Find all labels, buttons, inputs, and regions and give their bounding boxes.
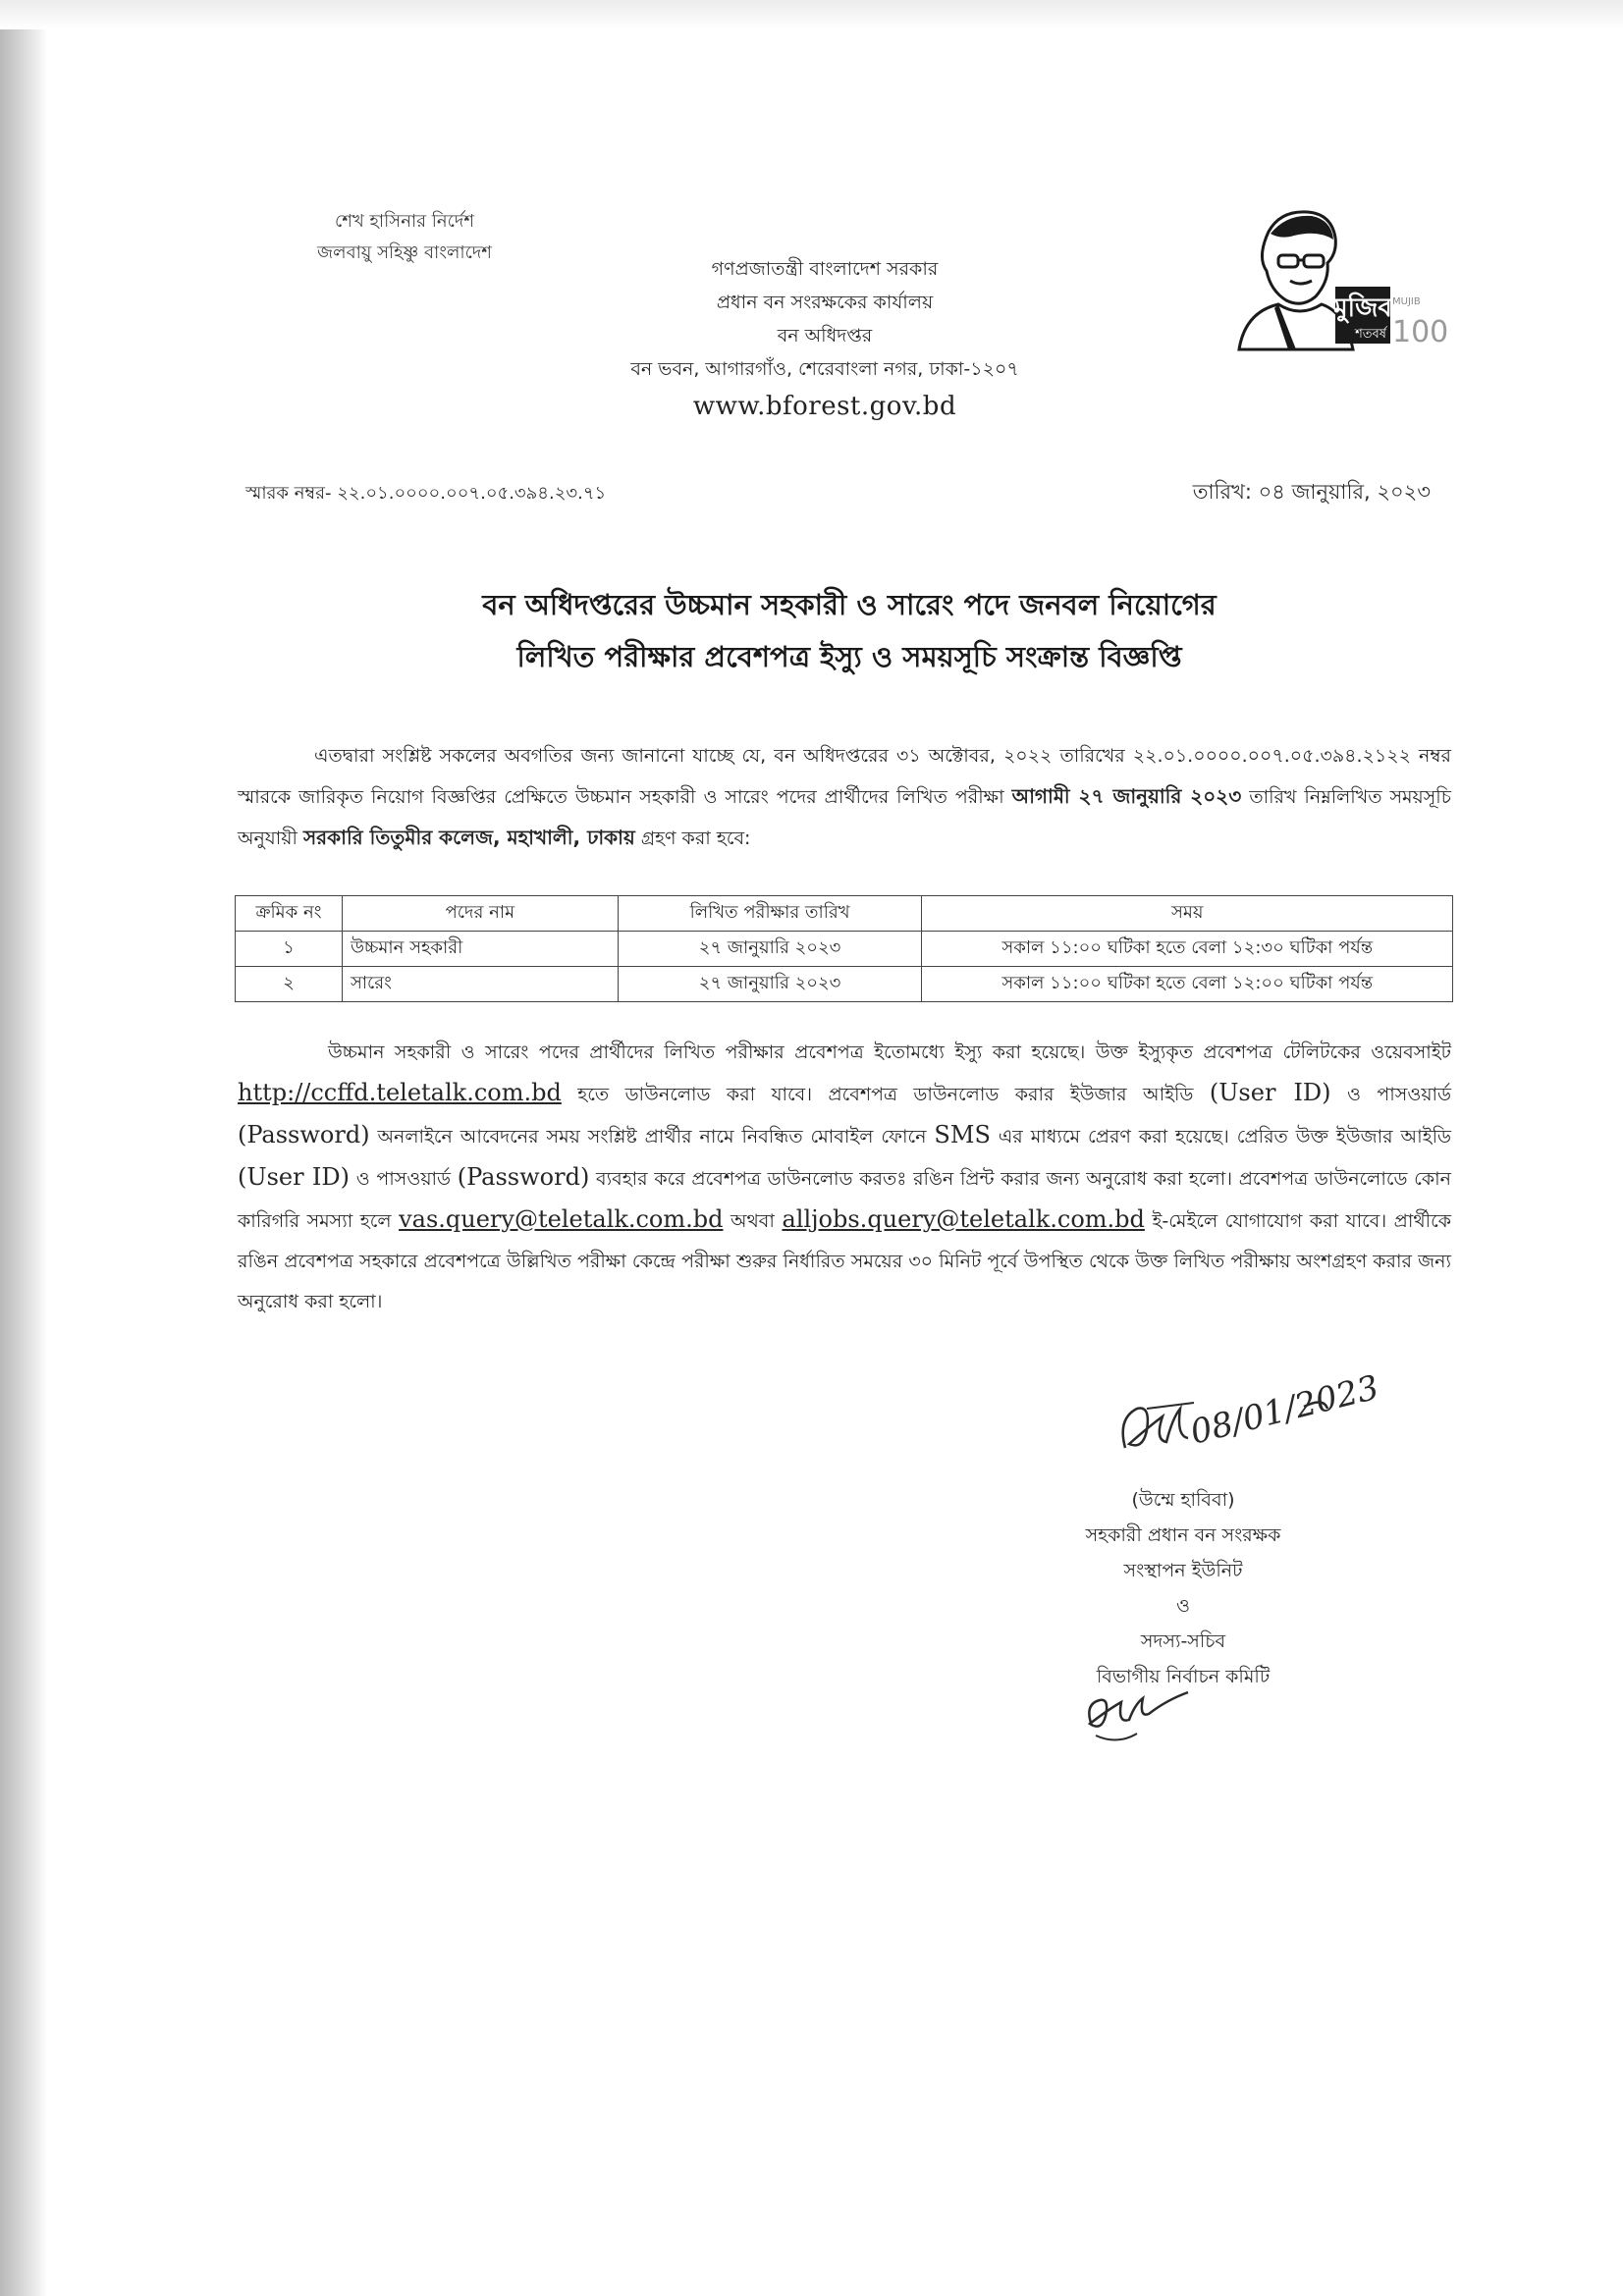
cell-time: সকাল ১১:০০ ঘটিকা হতে বেলা ১২:৩০ ঘটিকা পর্যন্ত <box>922 932 1453 967</box>
cell-post-name: সারেং <box>342 967 618 1002</box>
sms-label: SMS <box>934 1121 991 1148</box>
signer-unit: সংস্থাপন ইউনিট <box>1123 1560 1243 1581</box>
alljobs-query-email-link[interactable]: alljobs.query@teletalk.com.bd <box>782 1205 1145 1233</box>
admit-text-5: এর মাধ্যমে প্রেরণ করা হয়েছে। প্রেরিত উক্ত ইউজার আইডি <box>998 1126 1451 1148</box>
intro-paragraph <box>238 736 1451 859</box>
exam-schedule-table <box>235 895 1453 1002</box>
signature-date: 08/01/2023 <box>1186 1367 1383 1453</box>
website-link[interactable]: www.bforest.gov.bd <box>692 392 957 421</box>
cell-exam-date: ২৭ জানুয়ারি ২০২৩ <box>618 967 922 1002</box>
admit-text-6: ও পাসওয়ার্ড <box>355 1168 452 1190</box>
scan-edge-shadow <box>0 0 47 2296</box>
cell-serial: ২ <box>236 967 343 1002</box>
initial-signature <box>1078 1681 1196 1749</box>
scan-top-shade <box>0 0 1623 29</box>
mujib-borsho-logo <box>1210 202 1457 355</box>
cell-serial: ১ <box>236 932 343 967</box>
memo-number: স্মারক নম্বর- ২২.০১.০০০০.০০৭.০৫.৩৯৪.২৩.৭১ <box>245 483 607 504</box>
logo-latin-text: MUJIB <box>1392 296 1421 307</box>
admit-text-8: অথবা <box>730 1210 775 1232</box>
admit-text-4: অনলাইনে আবেদনের সময় সংশ্লিষ্ট প্রার্থীর নামে নিবন্ধিত মোবাইল ফোনে <box>377 1126 927 1148</box>
teletalk-website-link[interactable]: http://ccffd.teletalk.com.bd <box>238 1079 562 1106</box>
signer-committee: বিভাগীয় নির্বাচন কমিটি <box>1096 1666 1271 1687</box>
intro-text-c: গ্রহণ করা হবে: <box>640 828 751 849</box>
government-name: গণপ্রজাতন্ত্রী বাংলাদেশ সরকার <box>711 258 939 280</box>
admit-text-7: ব্যবহার করে প্রবেশপত্র ডাউনলোড করতঃ রঙিন প্রিন্ট করার জন্য অনুরোধ করা হলো। প্রবেশপত্র ডাউনলোডে কোন কারিগরি সমস্যা হলে <box>238 1168 1452 1232</box>
intro-text-b: তারিখ নিম্নলিখিত সময়সূচি অনুযায়ী <box>238 786 1451 849</box>
intro-text-a: এতদ্বারা সংশ্লিষ্ট সকলের অবগতির জন্য জানানো যাচ্ছে যে, বন অধিদপ্তরের ৩১ অক্টোবর, ২০২২ তারিখের ২২.০১.০০০০.০০৭.০৫.৩৯৪.২১২২ নম্বর স্মারকে জারিকৃত নিয়োগ বিজ্ঞপ্তির প্রেক্ষিতে উচ্চমান সহকারী ও সারেং পদের প্রার্থীদের লিখিত পরীক্ষা <box>238 745 1451 808</box>
logo-bengali-text: মুজিব <box>1333 294 1392 323</box>
admit-text-2: হতে ডাউনলোড করা যাবে। প্রবেশপত্র ডাউনলোড করার ইউজার আইডি <box>577 1084 1194 1105</box>
header-post-name: পদের নাম <box>342 896 618 932</box>
table-row <box>236 967 1453 1002</box>
header-time: সময় <box>922 896 1453 932</box>
password-label: (Password) <box>238 1121 370 1148</box>
user-id-label: (User ID) <box>1209 1079 1331 1106</box>
office-header <box>589 252 1060 423</box>
logo-number-text: 100 <box>1392 315 1449 349</box>
cell-exam-date: ২৭ জানুয়ারি ২০২৩ <box>618 932 922 967</box>
handwritten-signature <box>1108 1367 1383 1473</box>
cell-post-name: উচ্চমান সহকারী <box>342 932 618 967</box>
slogan-line-1: শেখ হাসিনার নির্দেশ <box>334 211 475 232</box>
signer-role: সদস্য-সচিব <box>1140 1630 1226 1652</box>
cell-time: সকাল ১১:০০ ঘটিকা হতে বেলা ১২:০০ ঘটিকা পর্যন্ত <box>922 967 1453 1002</box>
vas-query-email-link[interactable]: vas.query@teletalk.com.bd <box>399 1205 724 1233</box>
header-serial: ক্রমিক নং <box>236 896 343 932</box>
exam-date-bold: আগামী ২৭ জানুয়ারি ২০২৩ <box>1011 784 1242 808</box>
admit-text-1: উচ্চমান সহকারী ও সারেং পদের প্রার্থীদের লিখিত পরীক্ষার প্রবেশপত্র ইতোমধ্যে ইস্যু করা হয়েছে। উক্ত ইস্যুকৃত প্রবেশপত্র টেলিটকের ওয়েবসাইট <box>328 1041 1451 1063</box>
department-name: বন অধিদপ্তর <box>777 325 873 347</box>
office-name: প্রধান বন সংরক্ষকের কার্যালয় <box>716 292 934 313</box>
password-label-2: (Password) <box>457 1163 590 1191</box>
signer-name: (উম্মে হাবিবা) <box>1131 1489 1235 1511</box>
header-exam-date: লিখিত পরীক্ষার তারিখ <box>618 896 922 932</box>
issue-date: তারিখ: ০৪ জানুয়ারি, ২০২৩ <box>1192 480 1431 504</box>
table-header-row <box>236 896 1453 932</box>
table-row <box>236 932 1453 967</box>
notice-title-line-1: বন অধিদপ্তরের উচ্চমান সহকারী ও সারেং পদে জনবল নিয়োগের <box>482 588 1217 621</box>
signer-and: ও <box>1176 1595 1190 1617</box>
notice-title-line-2: লিখিত পরীক্ষার প্রবেশপত্র ইস্যু ও সময়সূচি সংক্রান্ত বিজ্ঞপ্তি <box>516 640 1182 673</box>
signer-block <box>1021 1482 1345 1694</box>
slogan-line-2: জলবায়ু সহিষ্ণু বাংলাদেশ <box>317 242 492 263</box>
signer-designation: সহকারী প্রধান বন সংরক্ষক <box>1085 1524 1281 1546</box>
office-address: বন ভবন, আগারগাঁও, শেরেবাংলা নগর, ঢাকা-১২০৭ <box>630 358 1019 380</box>
slogan <box>257 206 552 269</box>
user-id-label-2: (User ID) <box>238 1163 350 1191</box>
admit-text-9: ই-মেইলে যোগাযোগ করা যাবে। প্রার্থীকে রঙিন প্রবেশপত্র সহকারে প্রবেশপত্রে উল্লিখিত পরীক্ষা কেন্দ্রে পরীক্ষা শুরুর নির্ধারিত সময়ের ৩০ মিনিট পূর্বে উপস্থিত থেকে উক্ত লিখিত পরীক্ষায় অংশগ্রহণ করার জন্য অনুরোধ করা হলো। <box>238 1210 1452 1312</box>
exam-venue-bold: সরকারি তিতুমীর কলেজ, মহাখালী, ঢাকায় <box>302 826 635 849</box>
logo-bengali-subtext: শতবর্ষ <box>1355 327 1386 342</box>
admit-text-3: ও পাসওয়ার্ড <box>1346 1084 1452 1105</box>
admit-card-paragraph <box>238 1033 1451 1322</box>
notice-title <box>245 579 1453 683</box>
